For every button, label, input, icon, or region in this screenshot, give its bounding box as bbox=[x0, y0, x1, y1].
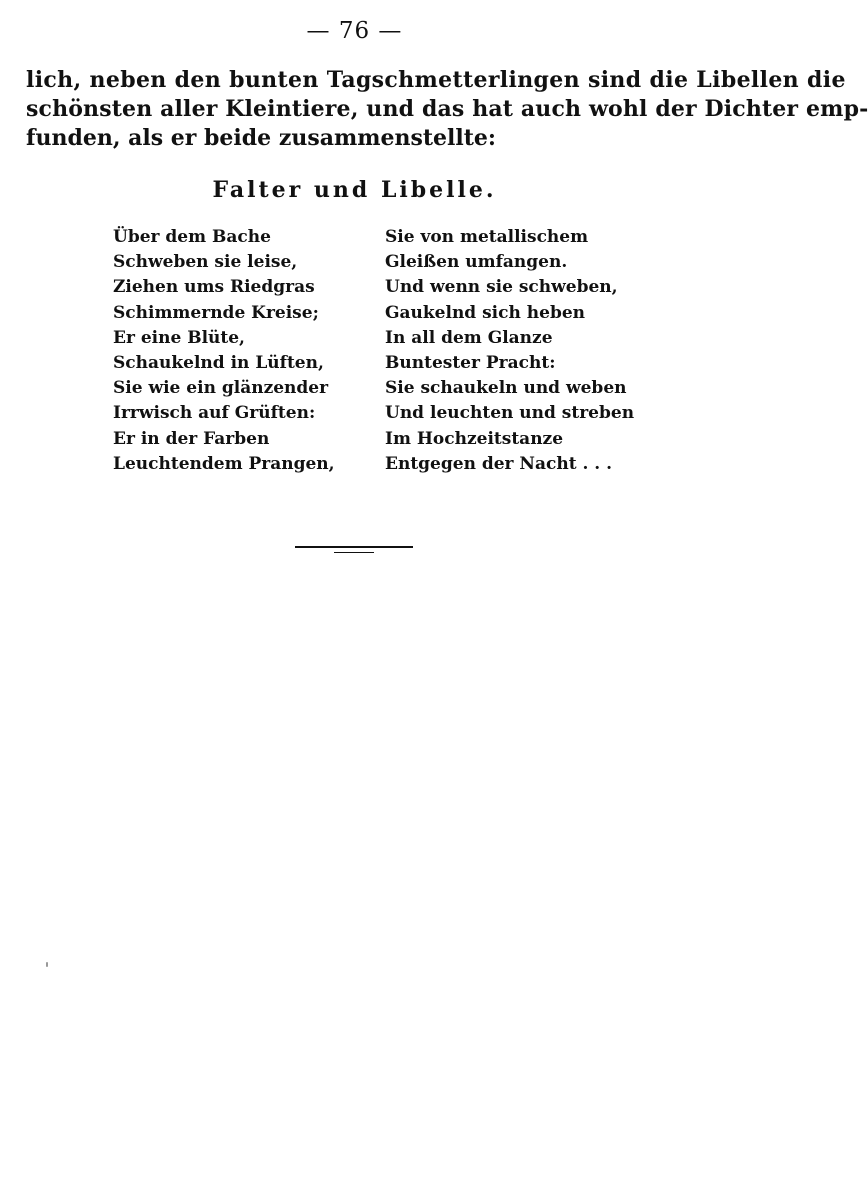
poem-verse: Im Hochzeitstanze bbox=[385, 428, 564, 449]
paper-speck bbox=[46, 962, 48, 967]
poem-right-column bbox=[385, 225, 634, 477]
poem-title: Falter und Libelle. bbox=[212, 177, 497, 203]
poem-verse: Und wenn sie schweben, bbox=[385, 277, 618, 298]
poem-verse: Buntester Pracht: bbox=[385, 353, 556, 374]
poem-verse: Irrwisch auf Grüften: bbox=[113, 403, 316, 424]
prose-line: lich, neben den bunten Tagschmetterlingen sind die Libellen die bbox=[26, 67, 846, 93]
poem-verse: Sie von metallischem bbox=[385, 227, 589, 247]
poem-verse: Schweben sie leise, bbox=[113, 252, 298, 273]
poem-verse: Ziehen ums Riedgras bbox=[113, 277, 315, 298]
poem-verse: Schimmernde Kreise; bbox=[113, 302, 319, 323]
poem-verse: Sie wie ein glänzender bbox=[113, 378, 329, 399]
poem-verse: In all dem Glanze bbox=[385, 327, 553, 348]
poem-verse: Gaukelnd sich heben bbox=[385, 302, 586, 323]
page-number: — 76 — bbox=[306, 18, 403, 44]
poem-verse: Sie schaukeln und weben bbox=[385, 378, 627, 399]
prose-line: funden, als er beide zusammenstellte: bbox=[26, 125, 497, 151]
poem-verse: Er eine Blüte, bbox=[113, 327, 245, 348]
poem-verse: Er in der Farben bbox=[113, 428, 270, 449]
poem-verse: Entgegen der Nacht . . . bbox=[385, 453, 613, 474]
poem-verse: Gleißen umfangen. bbox=[385, 252, 568, 273]
prose-paragraph bbox=[26, 66, 868, 153]
end-rule-long bbox=[295, 546, 413, 548]
prose-line: schönsten aller Kleintiere, und das hat auch wohl der Dichter emp- bbox=[26, 96, 868, 122]
poem-verse: Und leuchten und streben bbox=[385, 403, 635, 424]
poem-verse: Schaukelnd in Lüften, bbox=[113, 353, 324, 374]
poem-verse: Über dem Bache bbox=[113, 227, 271, 247]
end-rule-short bbox=[334, 552, 374, 553]
poem-left-column bbox=[113, 225, 335, 477]
poem-verse: Leuchtendem Prangen, bbox=[113, 453, 335, 474]
